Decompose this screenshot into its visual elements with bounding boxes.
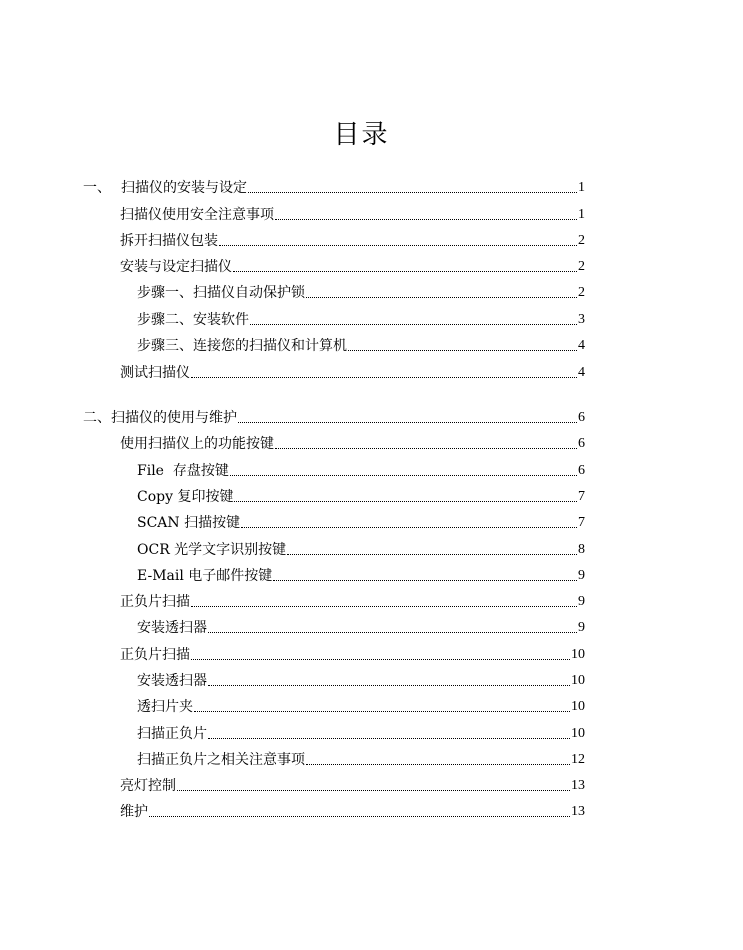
toc-dot-leader	[191, 605, 577, 607]
toc-entry[interactable]	[137, 670, 585, 690]
toc-entry-label: Copy 复印按键	[137, 489, 234, 505]
toc-entry[interactable]	[120, 775, 585, 795]
toc-entry-label: 透扫片夹	[137, 699, 193, 715]
page-title: 目录	[333, 120, 390, 150]
toc-entry-page-number: 1	[578, 207, 585, 222]
toc-entry[interactable]	[137, 460, 585, 480]
toc-dot-leader	[230, 474, 577, 476]
toc-entry-label: 扫描仪使用安全注意事项	[120, 207, 274, 223]
toc-dot-leader	[241, 526, 577, 528]
toc-entry-page-number: 4	[578, 338, 585, 353]
toc-entry[interactable]	[137, 512, 585, 532]
toc-entry-label: 扫描正负片	[137, 726, 207, 742]
toc-dot-leader	[191, 376, 577, 378]
toc-dot-leader	[287, 553, 577, 555]
toc-dot-leader	[306, 763, 570, 765]
toc-dot-leader	[275, 218, 577, 220]
toc-entry-label: 安装与设定扫描仪	[120, 259, 232, 275]
toc-entry-page-number: 10	[571, 647, 585, 662]
toc-dot-leader	[208, 737, 570, 739]
toc-entry[interactable]	[137, 565, 585, 585]
toc-entry-label: 扫描仪的安装与设定	[121, 180, 247, 196]
toc-dot-leader	[248, 191, 577, 193]
toc-entry[interactable]	[120, 256, 585, 276]
toc-dot-leader	[233, 270, 577, 272]
toc-entry[interactable]	[120, 433, 585, 453]
toc-entry-label: 步骤三、连接您的扫描仪和计算机	[137, 338, 347, 354]
toc-entry-label: SCAN 扫描按键	[137, 515, 241, 531]
toc-dot-leader	[208, 631, 577, 633]
toc-dot-leader	[194, 710, 570, 712]
toc-entry[interactable]	[120, 362, 585, 382]
toc-entry[interactable]	[137, 749, 585, 769]
toc-entry-page-number: 2	[578, 233, 585, 248]
toc-entry-label: 亮灯控制	[120, 778, 176, 794]
toc-entry[interactable]	[83, 177, 585, 197]
toc-entry[interactable]	[83, 407, 585, 427]
toc-entry-page-number: 3	[578, 312, 585, 327]
toc-entry-page-number: 6	[578, 436, 585, 451]
toc-entry-page-number: 7	[578, 489, 585, 504]
toc-entry-page-number: 4	[578, 365, 585, 380]
toc-dot-leader	[250, 323, 577, 325]
toc-dot-leader	[348, 349, 577, 351]
toc-entry[interactable]	[120, 204, 585, 224]
toc-dot-leader	[219, 244, 577, 246]
toc-entry[interactable]	[137, 309, 585, 329]
toc-entry-page-number: 10	[571, 673, 585, 688]
toc-entry[interactable]	[137, 539, 585, 559]
toc-dot-leader	[238, 421, 577, 423]
toc-dot-leader	[275, 447, 577, 449]
toc-entry-page-number: 9	[578, 620, 585, 635]
toc-entry-page-number: 2	[578, 285, 585, 300]
toc-entry-label: 正负片扫描	[120, 647, 190, 663]
toc-dot-leader	[149, 815, 570, 817]
toc-entry-page-number: 13	[571, 804, 585, 819]
toc-entry-number: 一、	[83, 180, 111, 196]
toc-dot-leader	[191, 658, 570, 660]
toc-entry-label: 使用扫描仪上的功能按键	[120, 436, 274, 452]
toc-entry-page-number: 6	[578, 410, 585, 425]
toc-dot-leader	[273, 579, 577, 581]
toc-entry-page-number: 1	[578, 180, 585, 195]
toc-entry[interactable]	[120, 591, 585, 611]
toc-entry-label: 测试扫描仪	[120, 365, 190, 381]
toc-entry[interactable]	[120, 801, 585, 821]
toc-entry-page-number: 7	[578, 515, 585, 530]
toc-entry-page-number: 8	[578, 542, 585, 557]
toc-entry[interactable]	[137, 282, 585, 302]
toc-entry[interactable]	[137, 335, 585, 355]
toc-entry-page-number: 10	[571, 726, 585, 741]
toc-entry[interactable]	[137, 696, 585, 716]
toc-entry-label: 安装透扫器	[137, 620, 207, 636]
toc-entry-page-number: 2	[578, 259, 585, 274]
toc-entry-page-number: 10	[571, 699, 585, 714]
toc-entry[interactable]	[137, 723, 585, 743]
toc-entry-label: 步骤二、安装软件	[137, 312, 249, 328]
toc-entry-label: 二、扫描仪的使用与维护	[83, 410, 237, 426]
toc-entry[interactable]	[137, 617, 585, 637]
toc-entry-page-number: 12	[571, 752, 585, 767]
toc-dot-leader	[208, 684, 570, 686]
toc-dot-leader	[234, 500, 577, 502]
toc-entry-page-number: 6	[578, 463, 585, 478]
toc-dot-leader	[306, 296, 577, 298]
toc-entry-label: 安装透扫器	[137, 673, 207, 689]
toc-entry-label: 维护	[120, 804, 148, 820]
toc-entry-label: 拆开扫描仪包装	[120, 233, 218, 249]
toc-entry-label: E-Mail 电子邮件按键	[137, 568, 273, 584]
toc-entry-label: 正负片扫描	[120, 594, 190, 610]
toc-entry-page-number: 9	[578, 594, 585, 609]
toc-entry[interactable]	[137, 486, 585, 506]
toc-entry-page-number: 13	[571, 778, 585, 793]
toc-entry[interactable]	[120, 230, 585, 250]
toc-entry-label: 扫描正负片之相关注意事项	[137, 752, 305, 768]
toc-entry-label: 步骤一、扫描仪自动保护锁	[137, 285, 305, 301]
toc-entry-label: OCR 光学文字识别按键	[137, 542, 287, 558]
toc-dot-leader	[177, 789, 570, 791]
toc-entry-label: File 存盘按键	[137, 463, 229, 479]
toc-entry[interactable]	[120, 644, 585, 664]
toc-entry-page-number: 9	[578, 568, 585, 583]
